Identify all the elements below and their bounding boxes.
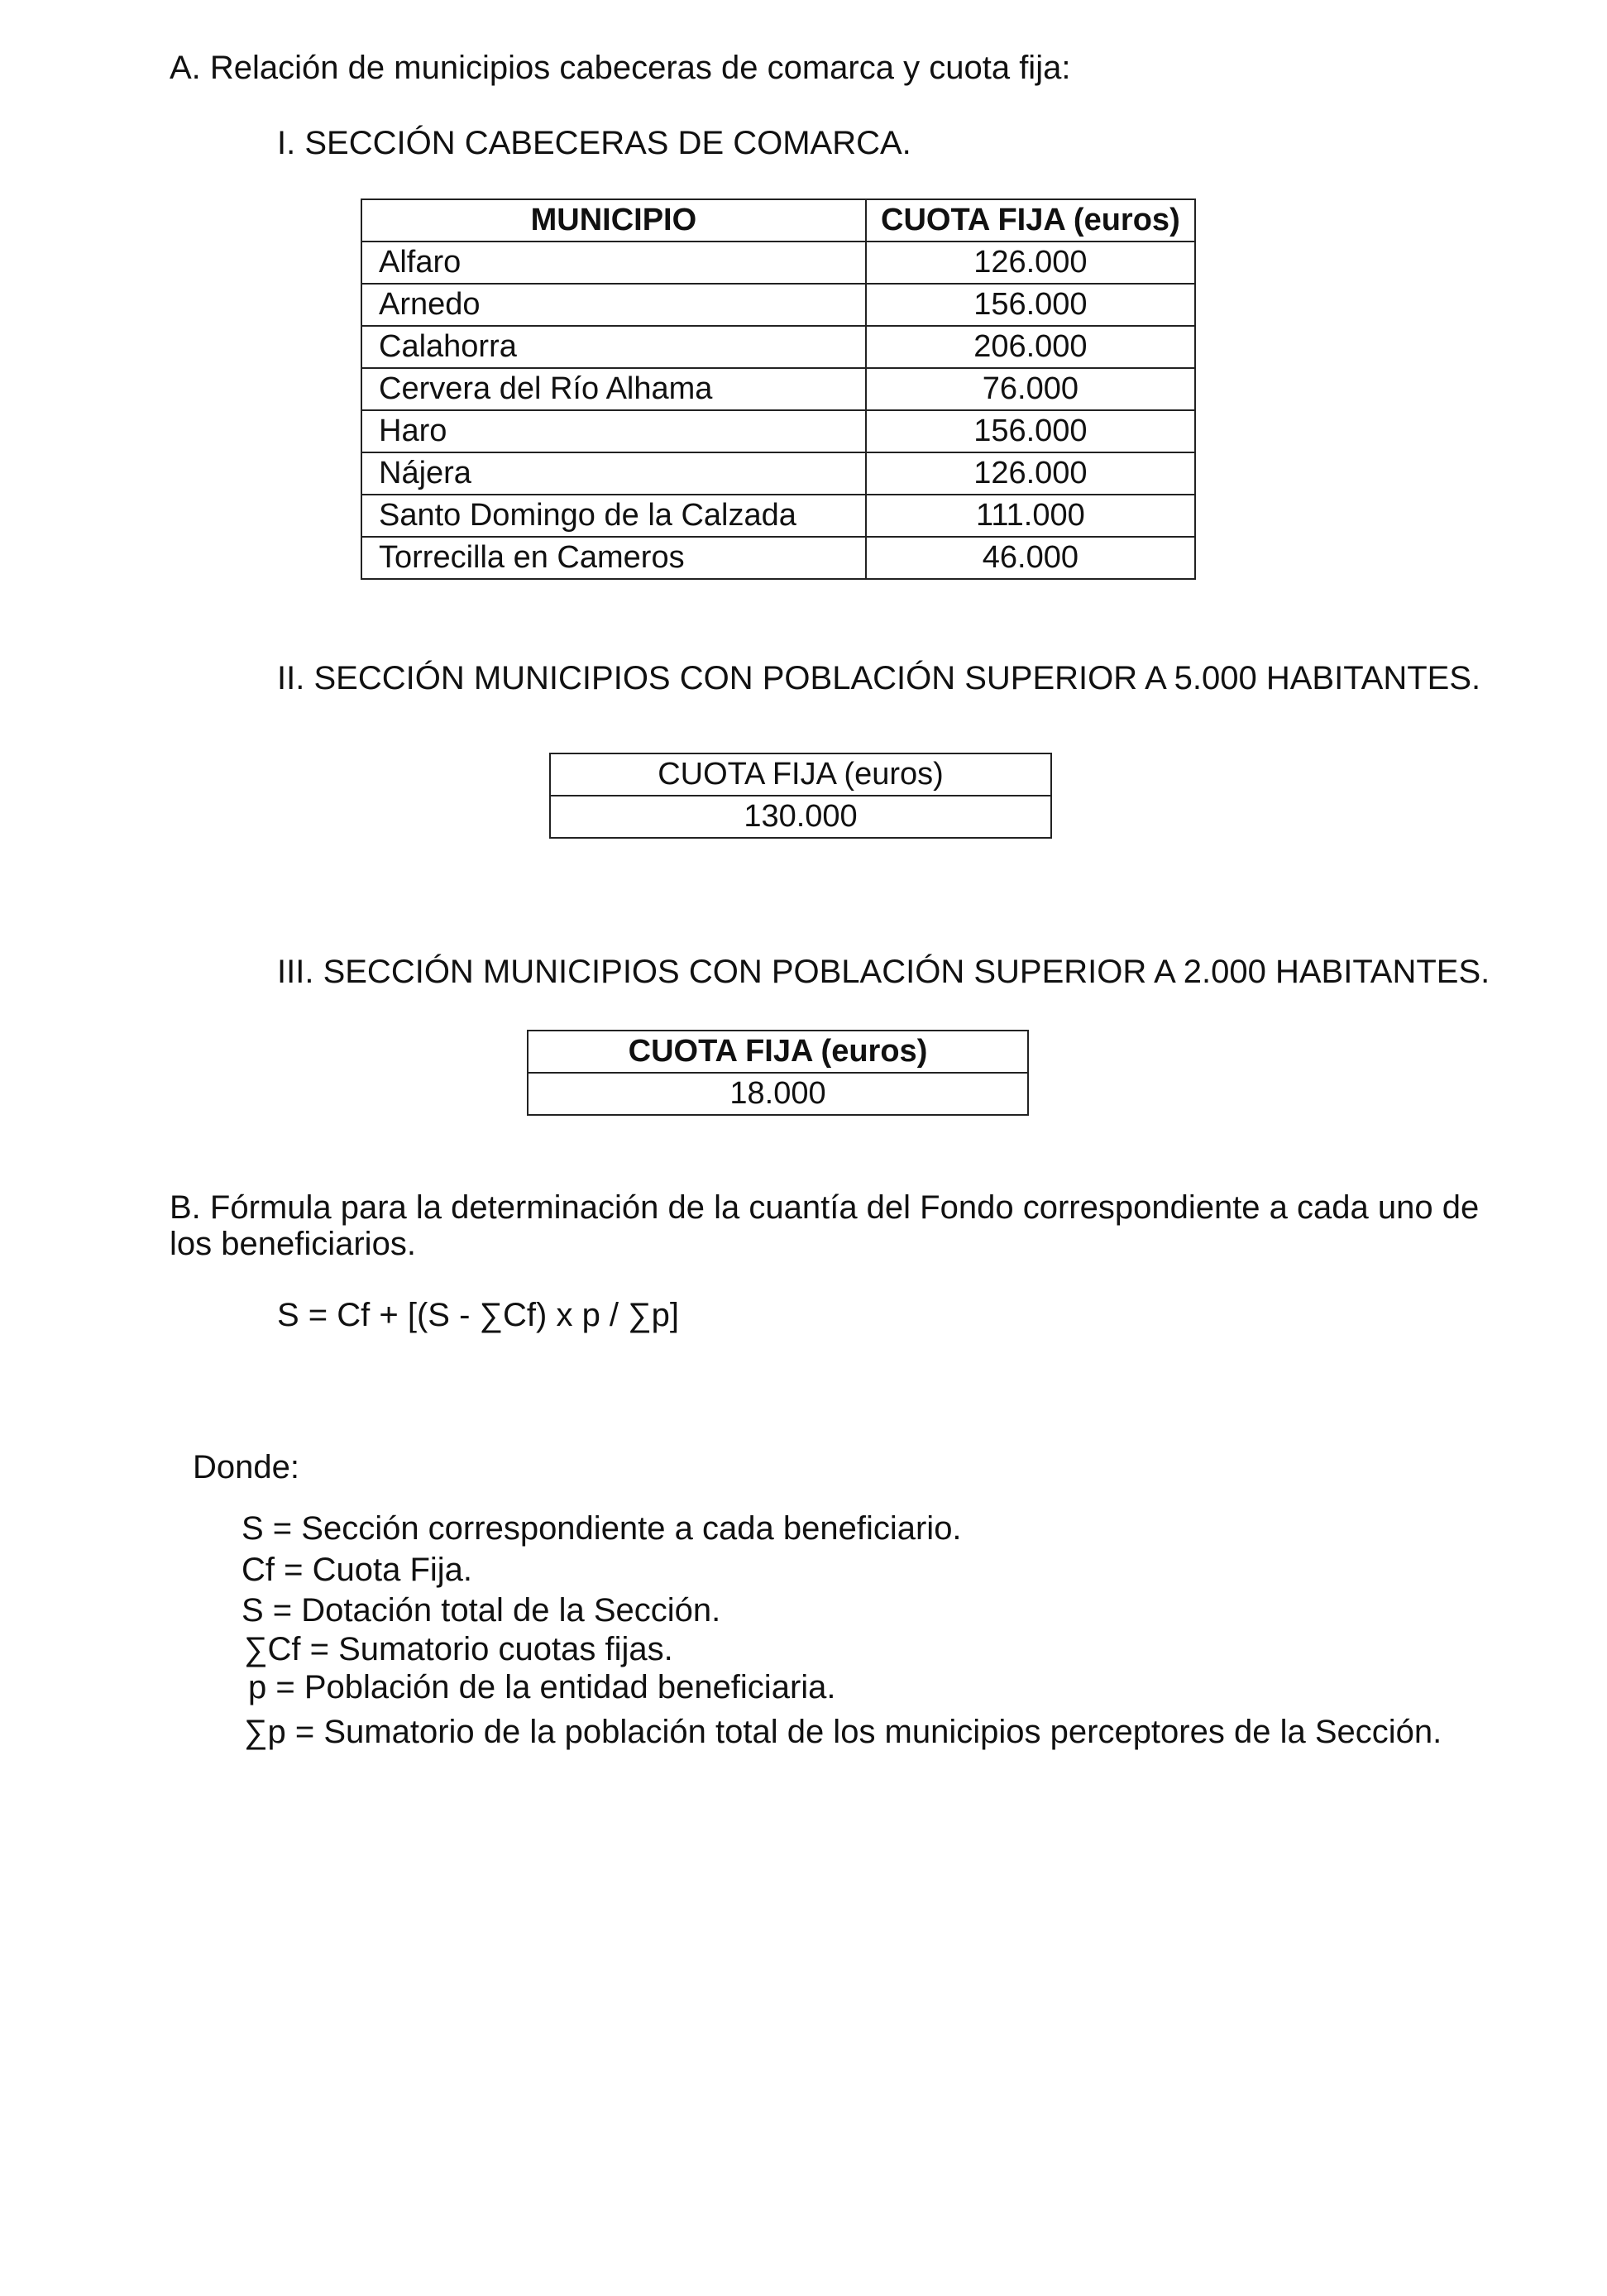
table-row <box>361 242 1195 284</box>
cuota-cell: 156.000 <box>866 284 1195 326</box>
table-row <box>361 495 1195 537</box>
municipio-cell: Santo Domingo de la Calzada <box>361 495 866 537</box>
municipio-cell: Alfaro <box>361 242 866 284</box>
where-label: Donde: <box>193 1449 299 1485</box>
table-row <box>361 368 1195 410</box>
definition-item: Cf = Cuota Fija. <box>242 1552 473 1588</box>
table-header-row <box>528 1031 1028 1073</box>
cuota-cell: 76.000 <box>866 368 1195 410</box>
definition-item: ∑p = Sumatorio de la población total de los municipios perceptores de la Sección. <box>244 1714 1442 1750</box>
column-header-cuota-fija: CUOTA FIJA (euros) <box>550 753 1051 796</box>
table-header-row <box>361 199 1195 242</box>
municipio-cell: Haro <box>361 410 866 452</box>
definition-item: S = Sección correspondiente a cada beneficiario. <box>242 1510 962 1547</box>
column-header-municipio: MUNICIPIO <box>361 199 866 242</box>
section-1-heading: I. SECCIÓN CABECERAS DE COMARCA. <box>277 125 911 161</box>
municipio-cell: Torrecilla en Cameros <box>361 537 866 579</box>
table-header-row <box>550 753 1051 796</box>
section-2-heading: II. SECCIÓN MUNICIPIOS CON POBLACIÓN SUPERIOR A 5.000 HABITANTES. <box>277 660 1481 696</box>
section-2-table <box>549 753 1052 839</box>
table-row <box>361 326 1195 368</box>
table-row <box>361 410 1195 452</box>
municipio-cell: Calahorra <box>361 326 866 368</box>
table-row <box>528 1073 1028 1115</box>
section-a-heading: A. Relación de municipios cabeceras de comarca y cuota fija: <box>170 50 1071 86</box>
table-row <box>361 537 1195 579</box>
municipio-cell: Nájera <box>361 452 866 495</box>
cuota-cell: 18.000 <box>528 1073 1028 1115</box>
table-row <box>550 796 1051 838</box>
cuota-cell: 156.000 <box>866 410 1195 452</box>
section-3-table <box>527 1030 1029 1116</box>
section-b-heading-line-2: los beneficiarios. <box>170 1226 416 1262</box>
formula: S = Cf + [(S - ∑Cf) x p / ∑p] <box>277 1297 680 1333</box>
municipio-cell: Cervera del Río Alhama <box>361 368 866 410</box>
definition-item: ∑Cf = Sumatorio cuotas fijas. <box>244 1631 673 1667</box>
definition-item: p = Población de la entidad beneficiaria. <box>248 1669 836 1705</box>
cuota-cell: 126.000 <box>866 452 1195 495</box>
cuota-cell: 46.000 <box>866 537 1195 579</box>
section-1-table <box>361 199 1196 580</box>
cuota-cell: 111.000 <box>866 495 1195 537</box>
definition-item: S = Dotación total de la Sección. <box>242 1592 721 1629</box>
section-3-heading: III. SECCIÓN MUNICIPIOS CON POBLACIÓN SUPERIOR A 2.000 HABITANTES. <box>277 954 1490 990</box>
table-row <box>361 452 1195 495</box>
cuota-cell: 130.000 <box>550 796 1051 838</box>
cuota-cell: 206.000 <box>866 326 1195 368</box>
section-b-heading-line-1: B. Fórmula para la determinación de la cuantía del Fondo correspondiente a cada uno de <box>170 1189 1480 1226</box>
column-header-cuota-fija: CUOTA FIJA (euros) <box>866 199 1195 242</box>
column-header-cuota-fija: CUOTA FIJA (euros) <box>528 1031 1028 1073</box>
table-row <box>361 284 1195 326</box>
municipio-cell: Arnedo <box>361 284 866 326</box>
cuota-cell: 126.000 <box>866 242 1195 284</box>
